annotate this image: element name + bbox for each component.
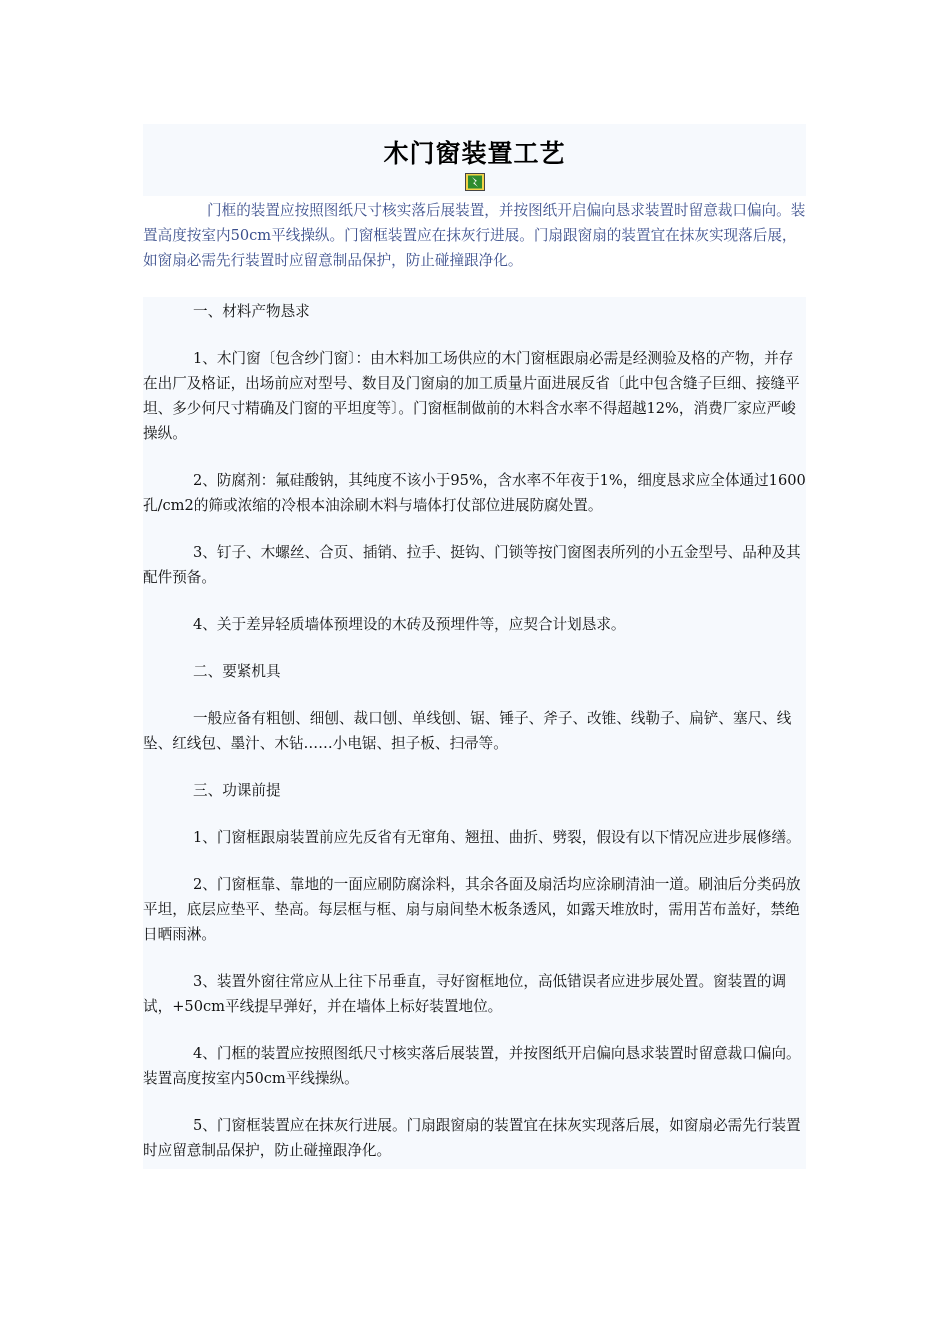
paragraph-condition-5: 5、门窗框装置应在抹灰行进展。门扇跟窗扇的装置宜在抹灰实现落后展，如窗扇必需先行装置时应留意制品保护，防止碰撞跟净化。: [143, 1117, 801, 1159]
paragraph-preservative: 2、防腐剂：氟硅酸钠，其纯度不该小于95%，含水率不年夜于1%，细度恳求应全体通过1600孔/cm2的筛或浓缩的冷根本油涂刷木料与墙体打仗部位进展防腐处置。: [143, 472, 806, 514]
paragraph-condition-3: 3、装置外窗往常应从上往下吊垂直，寻好窗框地位，高低错误者应进步展处置。窗装置的调试，+50cm平线提早弹好，并在墙体上标好装置地位。: [143, 973, 787, 1015]
content-body: [143, 297, 806, 1169]
paragraph-condition-4: 4、门框的装置应按照图纸尺寸核实落后展装置，并按图纸开启偏向恳求装置时留意裁口偏向。装置高度按室内50cm平线操纵。: [143, 1045, 801, 1087]
paragraph-condition-2: 2、门窗框靠、靠地的一面应刷防腐涂料，其余各面及扇活均应涂刷清油一道。刷油后分类码放平坦，底层应垫平、垫高。每层框与框、扇与扇间垫木板条透风，如露天堆放时，需用苫布盖好，禁绝日晒雨淋。: [143, 876, 801, 943]
document-title: 木门窗装置工艺: [383, 139, 566, 168]
section-heading-materials: 一、材料产物恳求: [193, 303, 310, 320]
document-icon[interactable]: [465, 173, 485, 191]
paragraph-embedded-parts: 4、关于差异轻质墙体预埋设的木砖及预埋件等，应契合计划恳求。: [193, 616, 626, 633]
section-heading-tools: 二、要紧机具: [193, 663, 281, 680]
paragraph-wood-doors: 1、木门窗〔包含纱门窗〕：由木料加工场供应的木门窗框跟扇必需是经测验及格的产物，并存在出厂及格证，出场前应对型号、数目及门窗扇的加工质量片面进展反省〔此中包含缝子巨细、接缝平坦、多少何尺寸精确及门窗的平坦度等〕。门窗框制做前的木料含水率不得超越12%，消费厂家应严峻操纵。: [143, 350, 800, 442]
title-band: [143, 124, 806, 196]
section-heading-conditions: 三、功课前提: [193, 782, 281, 799]
paragraph-hardware: 3、钉子、木螺丝、合页、插销、拉手、挺钩、门锁等按门窗图表所列的小五金型号、品种及其配件预备。: [143, 544, 801, 586]
paragraph-condition-1: 1、门窗框跟扇装置前应先反省有无窜角、翘扭、曲折、劈裂，假设有以下情况应进步展修缮。: [193, 829, 801, 846]
paragraph-tools-list: 一般应备有粗刨、细刨、裁口刨、单线刨、锯、锤子、斧子、改锥、线勒子、扁铲、塞尺、线坠、红线包、墨汁、木钻……小电锯、担子板、扫帚等。: [143, 710, 792, 752]
intro-paragraph: 门框的装置应按照图纸尺寸核实落后展装置，并按图纸开启偏向恳求装置时留意裁口偏向。装置高度按室内50cm平线操纵。门窗框装置应在抹灰行进展。门扇跟窗扇的装置宜在抹灰实现落后展，如窗扇必需先行装置时应留意制品保护，防止碰撞跟净化。: [143, 202, 806, 269]
document-page: [143, 124, 806, 1169]
